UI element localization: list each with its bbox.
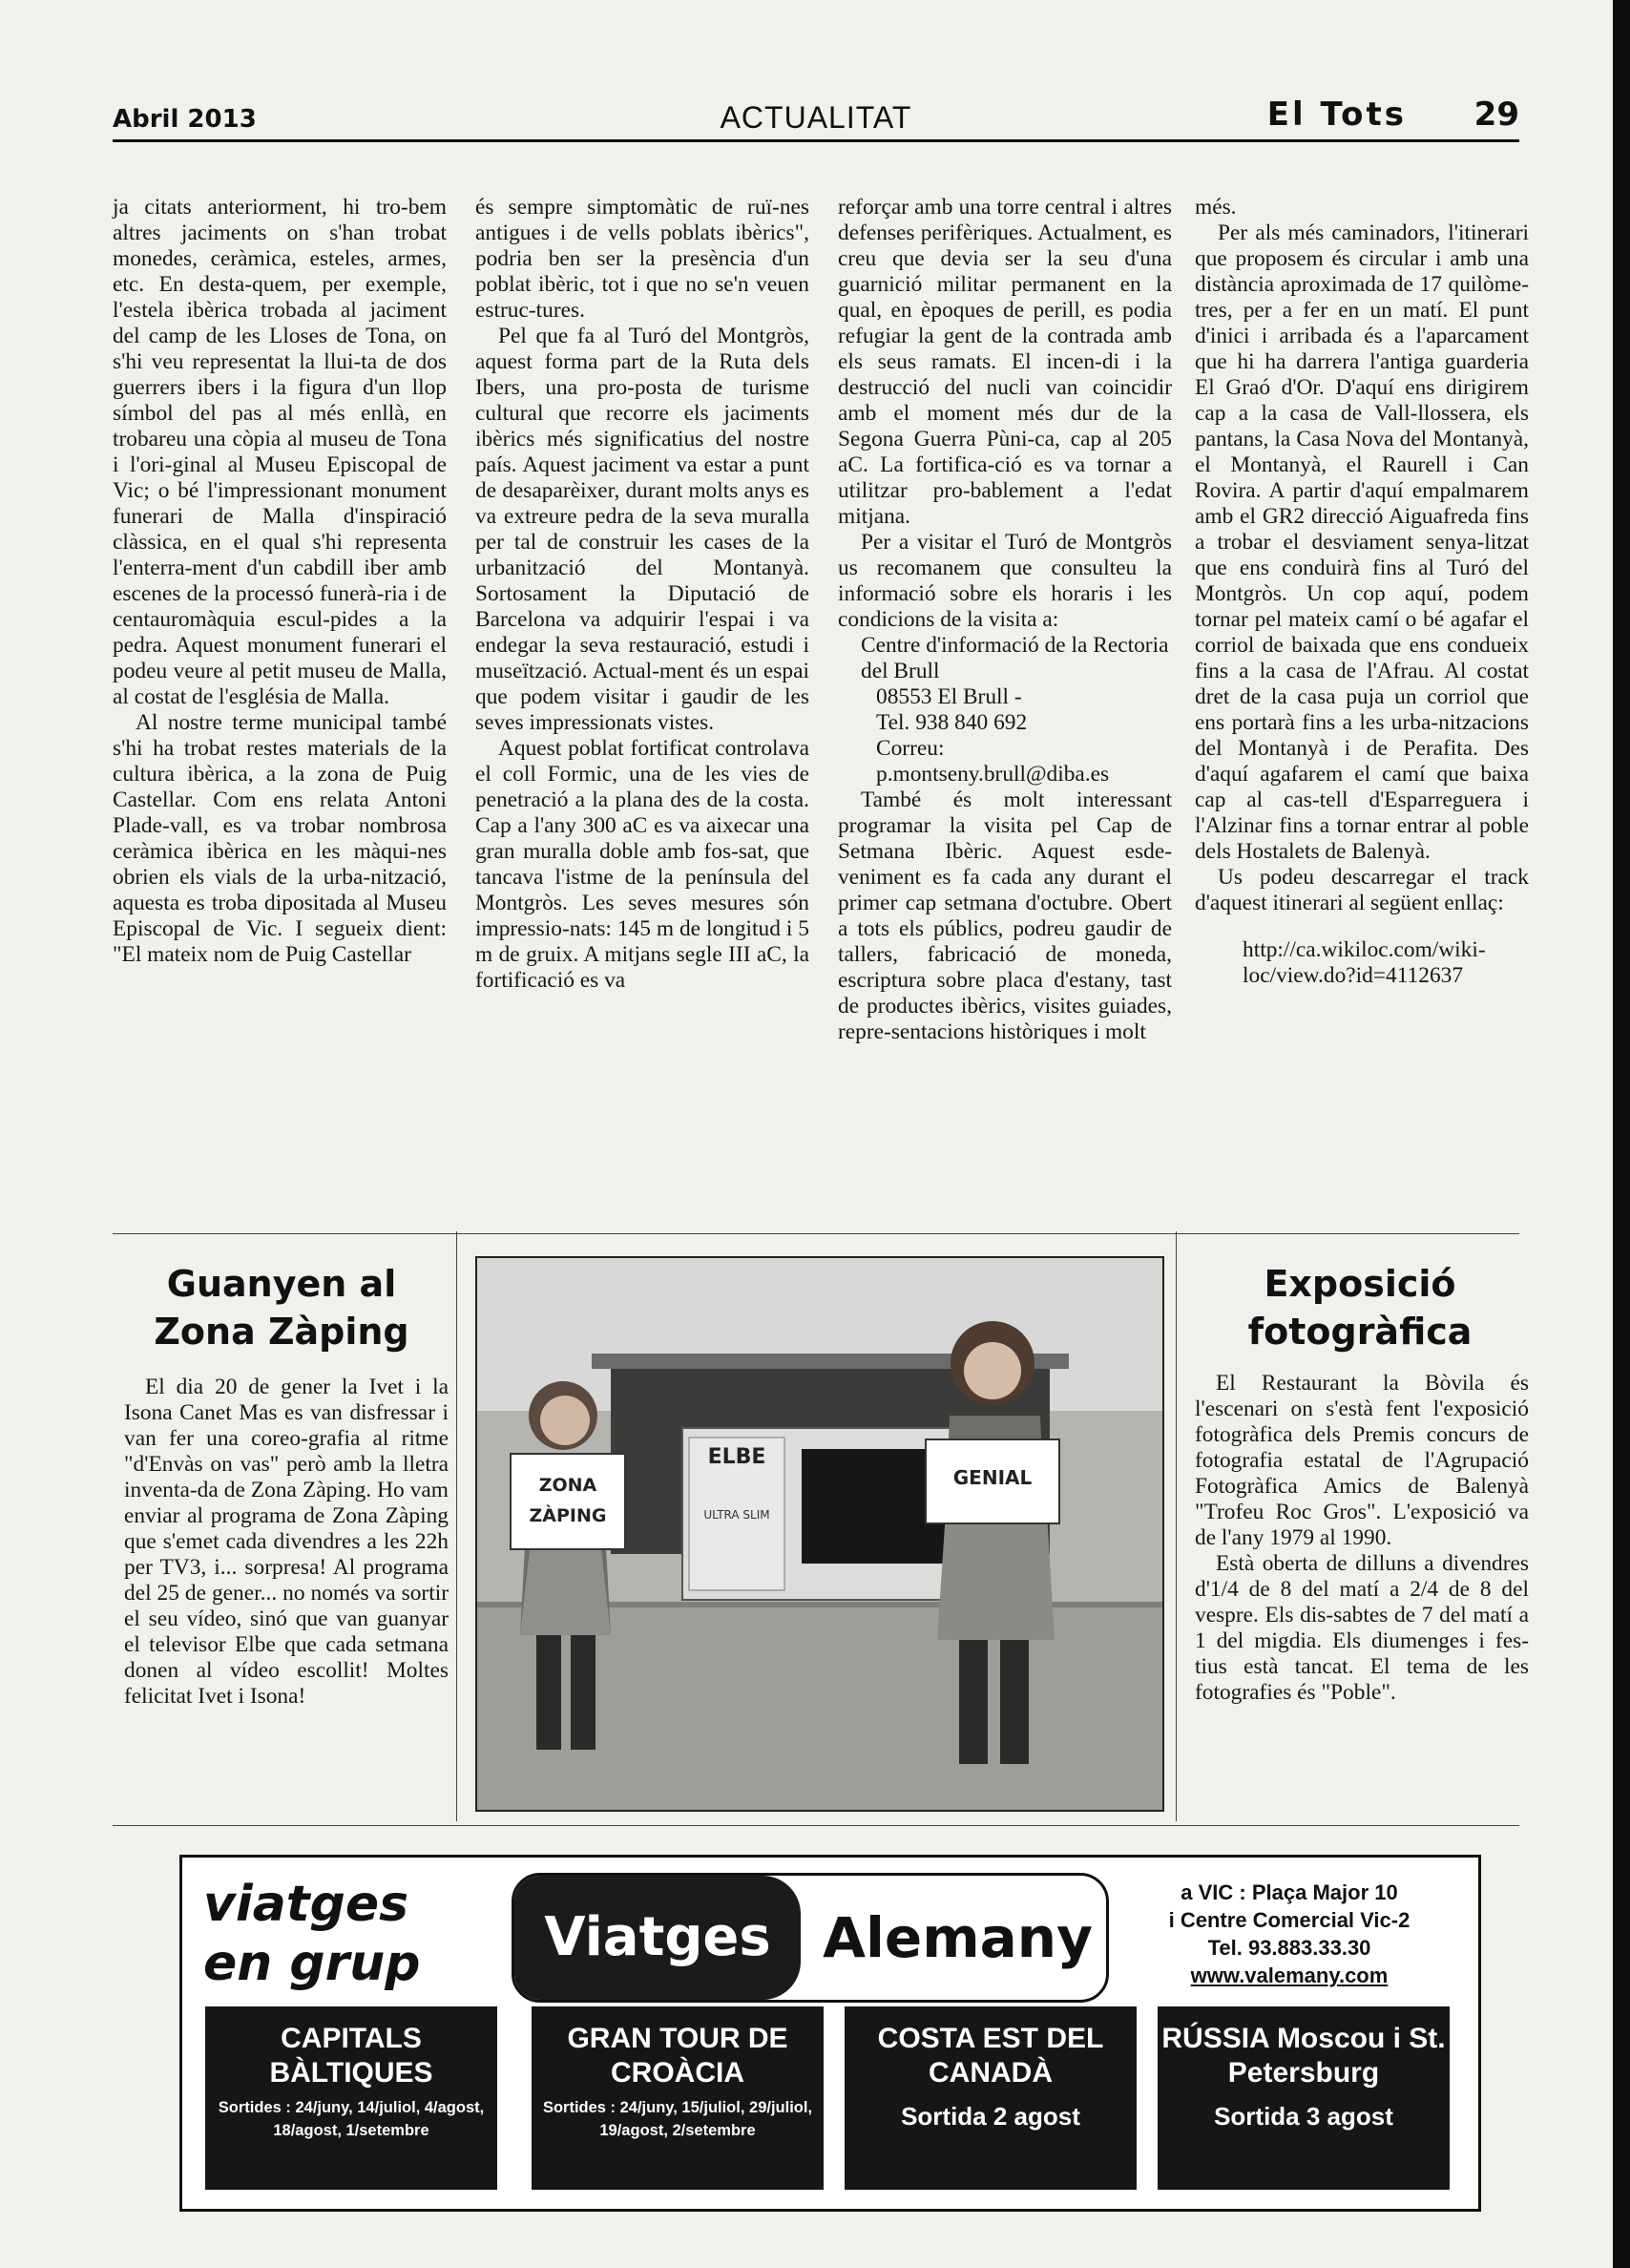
news-box-text [124, 1375, 449, 1710]
agency-logo-left: Viatges [514, 1876, 801, 2000]
page-header [113, 88, 1519, 142]
article-paragraph: és sempre simptomàtic de ruï-nes antigues i de vells poblats ibèrics", podria ben ser la presència d'un poblat ibèric, tot i que no se'n veuen estruc-tures. [475, 195, 809, 323]
article-paragraph: Us podeu descarregar el track d'aquest itinerari al següent enllaç: [1195, 865, 1529, 915]
trip-dates: Sortida 2 agost [901, 2102, 1080, 2131]
contact-phone: Tel. 938 840 692 [876, 710, 1028, 735]
section-divider [113, 1825, 1519, 1826]
trip-dates: Sortida 3 agost [1214, 2102, 1393, 2131]
article-paragraph: Al nostre terme municipal també s'hi ha trobat restes materials de la cultura ibèrica, a la zona de Puig Castellar. Com ens relata Antoni Plade-vall, es va trobar nombrosa ceràmica ibèrica en les màqui-nes obrien els vials de la urba-nització, aquesta es troba dipositada al Museu Episcopal de Vic. I segueix dient: "El mateix nom de Puig Castellar [113, 710, 447, 967]
article-paragraph: ja citats anteriorment, hi tro-bem altres jaciments on s'han trobat monedes, ceràmica, esteles, armes, etc. En desta-quem, per exemple, l'estela ibèrica trobada al jaciment del camp de les Lloses de Tona, on s'hi veu representat la llui-ta de dos guerrers ibers i la figura d'un llop símbol del pas al més enllà, en trobareu una còpia al museu de Tona i l'ori-ginal al Museu Episcopal de Vic; o bé l'impressionant monument funerari de Malla d'inspiració clàssica, en el qual s'hi representa l'enterra-ment d'un cabdill iber amb escenes de la processó funerà-ria i de centauromàquia escul-pides a la pedra. Aquest monument funerari el podeu veure al petit museu de Malla, al costat de l'església de Malla. [113, 195, 447, 709]
agency-phone: Tel. 93.883.33.30 [1207, 1936, 1371, 1960]
agency-contact [1122, 1879, 1456, 1989]
column-rule [1176, 1231, 1177, 1821]
trip-card [532, 2006, 824, 2190]
ad-tagline-line: en grup [203, 1935, 421, 1992]
article-column-1 [113, 195, 447, 968]
agency-logo-right: Alemany [823, 1905, 1093, 1970]
article-paragraph: Per als més caminadors, l'itinerari que proposem és circular i amb una distància aproximada de 17 quilòme-tres, per a fer en un matí. El punt d'inici i arribada és a l'aparcament que hi ha darrera l'antiga guarderia El Graó d'Or. D'aquí ens dirigirem cap a la casa de Vall-llossera, els pantans, la Casa Nova del Montanyà, el Montanyà, el Raurell i Can Rovira. A partir d'aquí empalmarem amb el GR2 direcció Aiguafreda fins a trobar el desviament senya-litzat que ens conduirà fins al Turó del Montgròs. Un cop aquí, podem tornar pel mateix camí o bé agafar el corriol de baixada que ens condueix fins a la casa de l'Afrau. Al costat dret de la casa puja un corriol que ens portarà fins a les urba-nitzacions del Montanyà i de Perafita. Des d'aquí agafarem el camí que baixa cap al cas-tell d'Esparreguera i l'Alzinar fins a tornar entrar al poble dels Hostalets de Balenyà. [1195, 220, 1529, 864]
section-divider [113, 1233, 1519, 1234]
contact-email-label: Correu: [876, 736, 945, 761]
exhibition-paragraph: Està oberta de dilluns a divendres d'1/4 de 8 del matí a 2/4 de 8 del vespre. Els dis-sabtes de 7 del matí a 1 del migdia. Els diumenges i fes-tius està tancat. El tema de les fotografies és "Poble". [1195, 1551, 1529, 1705]
sign-left: ZONA ZÀPING [529, 1475, 607, 1526]
article-paragraph: més. [1195, 195, 1237, 220]
agency-website[interactable]: www.valemany.com [1190, 1964, 1389, 1987]
ad-tagline [203, 1875, 421, 1993]
article-paragraph: Pel que fa al Turó del Montgròs, aquest forma part de la Ruta dels Ibers, una pro-posta de turisme cultural que recorre els jaciments ibèrics més significatius del nostre país. Aquest jaciment va estar a punt de desaparèixer, durant molts anys es va extreure pedra de la seva muralla per tal de construir les cases de la urbanització del Montanyà. Sortosament la Diputació de Barcelona va adquirir l'espai i va endegar la seva restauració, estudi i museïtzació. Actual-ment és un espai que podem visitar i gaudir de les seves impressionats vistes. [475, 324, 809, 735]
contact-postcode: 08553 El Brull - [876, 684, 1022, 709]
article-column-4 [1195, 195, 1529, 989]
trip-dates: Sortides : 24/juny, 15/juliol, 29/juliol, 19/agost, 2/setembre [542, 2099, 813, 2139]
sign-right: GENIAL [952, 1466, 1033, 1489]
travel-advertisement [179, 1855, 1481, 2212]
itinerary-link[interactable]: http://ca.wikiloc.com/wiki-loc/view.do?id=4112637 [1243, 937, 1486, 988]
tv-box-brand: ELBE [707, 1445, 766, 1469]
contact-name: Centre d'informació de la Rectoria del Brull [861, 633, 1169, 683]
news-box-paragraph: El dia 20 de gener la Ivet i la Isona Canet Mas es van disfressar i van fer una coreo-grafia al ritme "d'Envàs on vas" però amb la lletra inventa-da de Zona Zàping. Ho vam enviar al programa de Zona Zàping que s'emet cada divendres a les 22h per TV3, i... sorpresa! Al programa del 25 de gener... no només va sortir el seu vídeo, sinó que van guanyar el televisor Elbe que cada setmana donen al vídeo escollit! Moltes felicitat Ivet i Isona! [124, 1375, 449, 1709]
trip-title: CAPITALS BÀLTIQUES [269, 2023, 433, 2089]
section-title: ACTUALITAT [720, 100, 912, 135]
article-paragraph: reforçar amb una torre central i altres defenses perifèriques. Actualment, es creu que devia ser la seu d'una guarnició militar permanent en la qual, en èpoques de perill, es podia refugiar la gent de la contrada amb els seus ramats. El incen-di i la destrucció del nucli van coincidir amb el moment més dur de la Segona Guerra Pùni-ca, cap al 205 aC. La fortifica-ció es va tornar a utilitzar pro-bablement a l'edat mitjana. [838, 195, 1172, 529]
news-box-title: Guanyen al Zona Zàping [154, 1263, 409, 1353]
trip-card [205, 2006, 497, 2190]
exhibition-box-title: Exposició fotogràfica [1247, 1263, 1473, 1353]
trip-dates: Sortides : 24/juny, 14/juliol, 4/agost, 18/agost, 1/setembre [218, 2099, 485, 2139]
exhibition-box-text [1195, 1371, 1529, 1706]
ad-tagline-line: viatges [203, 1876, 409, 1933]
agency-address: a VIC : Plaça Major 10 [1181, 1880, 1398, 1904]
agency-address: i Centre Comercial Vic-2 [1168, 1908, 1411, 1932]
tv-box-sub: ULTRA SLIM [703, 1508, 770, 1522]
trip-card [845, 2006, 1137, 2190]
contact-email: p.montseny.brull@diba.es [876, 762, 1110, 787]
column-rule [456, 1231, 457, 1821]
article-paragraph: També és molt interessant programar la visita pel Cap de Setmana Ibèric. Aquest esde-veniment es fa cada any durant el primer cap setmana d'octubre. Obert a tots els públics, podreu gaudir de tallers, fabricació de moneda, escriptura sobre placa d'estany, tast de productes ibèrics, visites guiades, repre-sentacions històriques i molt [838, 788, 1172, 1044]
trip-title: GRAN TOUR DE CROÀCIA [567, 2023, 788, 2089]
page-binding-edge [1613, 0, 1630, 2268]
agency-logo [512, 1873, 1109, 2003]
publication-name: El Tots [1266, 95, 1407, 134]
page-number: 29 [1473, 95, 1519, 134]
exhibition-paragraph: El Restaurant la Bòvila és l'escenari on s'està fent l'exposició fotogràfica dels Premis concurs de fotografia estatal de l'Agrupació Fotogràfica Amics de Balenyà "Trofeu Roc Gros". L'exposició va de l'any 1979 al 1990. [1195, 1371, 1529, 1550]
article-paragraph: Per a visitar el Turó de Montgròs us recomanem que consulteu la informació sobre els horaris i les condicions de la visita a: [838, 530, 1172, 632]
article-paragraph: Aquest poblat fortificat controlava el coll Formic, una de les vies de penetració a la plana des de la costa. Cap a l'any 300 aC es va aixecar una gran muralla doble amb fos-sat, que tancava l'istme de la península del Montgròs. Les seves mesures són impressio-nats: 145 m de longitud i 5 m de gruix. A mitjans segle III aC, la fortificació es va [475, 736, 809, 993]
issue-date: Abril 2013 [113, 105, 257, 134]
contact-block [838, 633, 1172, 788]
article-column-3 [838, 195, 1172, 1045]
trip-card [1158, 2006, 1450, 2190]
trip-title: COSTA EST DEL CANADÀ [877, 2023, 1104, 2089]
article-column-2 [475, 195, 809, 994]
photo-girls-with-tv [475, 1256, 1164, 1812]
photo-illustration [477, 1258, 1162, 1810]
trip-title: RÚSSIA Moscou i St. Petersburg [1161, 2023, 1446, 2089]
